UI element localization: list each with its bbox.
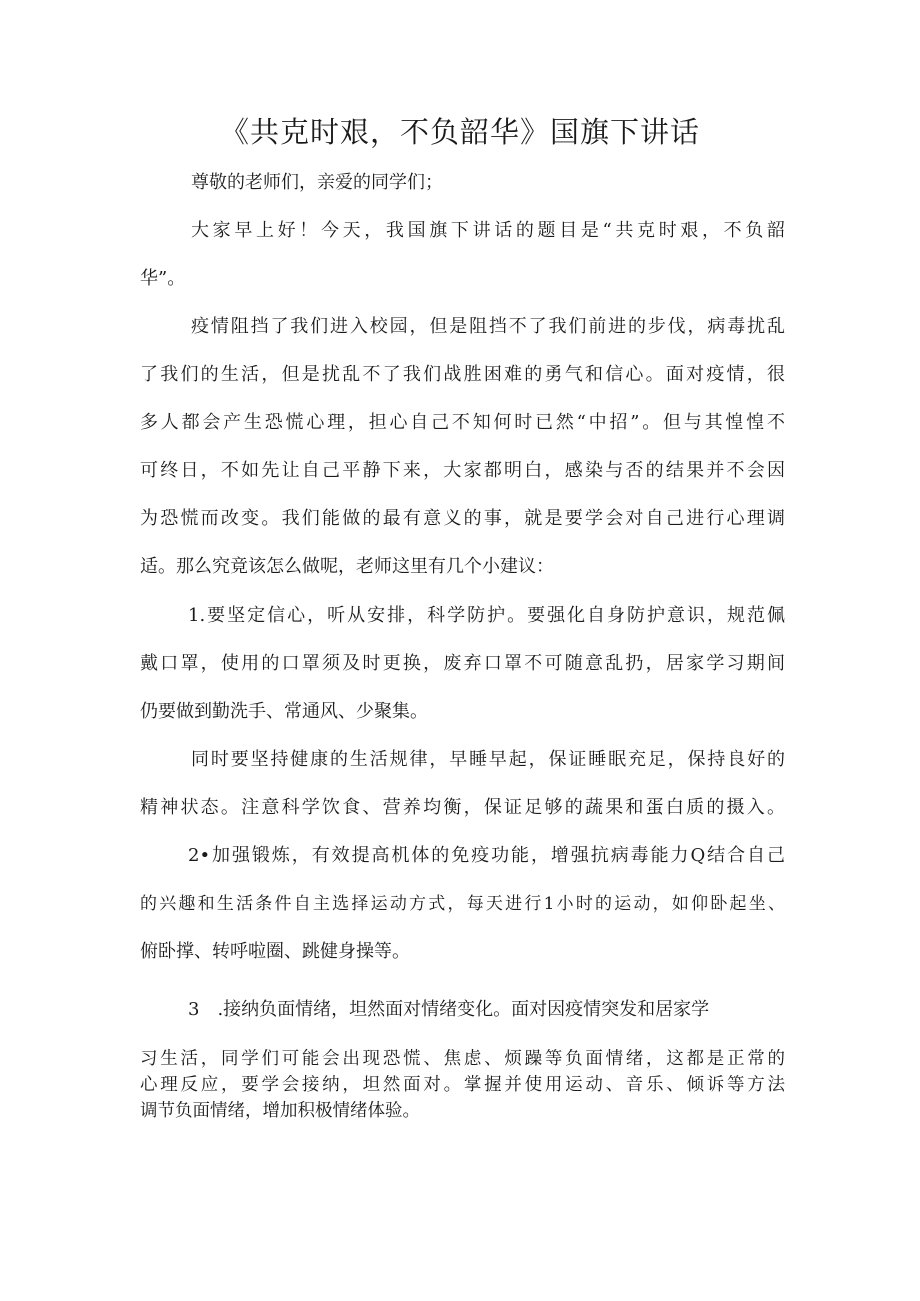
paragraph-line: 戴口罩，使用的口罩须及时更换，废弃口罩不可随意乱扔，居家学习期间 xyxy=(140,653,785,674)
paragraph-line: 调节负面情绪，增加积极情绪体验。 xyxy=(140,1101,420,1121)
document-title: 《共克时艰，不负韶华》国旗下讲话 xyxy=(219,115,700,149)
paragraph-line: 3 .接纳负面情绪，坦然面对情绪变化。面对因疫情突发和居家学 xyxy=(188,999,710,1020)
paragraph-line: 同时要坚持健康的生活规律，早睡早起，保证睡眠充足，保持良好的 xyxy=(191,749,785,770)
paragraph-line: 疫情阻挡了我们进入校园，但是阻挡不了我们前进的步伐，病毒扰乱 xyxy=(191,316,785,337)
paragraph-line: 心理反应，要学会接纳，坦然面对。掌握并使用运动、音乐、倾诉等方法 xyxy=(140,1075,785,1095)
paragraph-line: 为恐慌而改变。我们能做的最有意义的事，就是要学会对自己进行心理调 xyxy=(140,508,785,529)
paragraph-line: 了我们的生活，但是扰乱不了我们战胜困难的勇气和信心。面对疫情，很 xyxy=(140,364,785,385)
paragraph-line: 大家早上好！今天，我国旗下讲话的题目是“共克时艰，不负韶 xyxy=(191,220,785,241)
paragraph-line: 适。那么究竟该怎么做呢，老师这里有几个小建议： xyxy=(140,556,554,577)
paragraph-line: 的兴趣和生活条件自主选择运动方式，每天进行1小时的运动，如仰卧起坐、 xyxy=(140,894,785,914)
paragraph-line: 2•加强锻炼，有效提高机体的免疫功能，增强抗病毒能力Q结合自己 xyxy=(188,845,785,866)
paragraph-line: 习生活，同学们可能会出现恐慌、焦虑、烦躁等负面情绪，这都是正常的 xyxy=(140,1049,785,1069)
paragraph-line: 仍要做到勤洗手、常通风、少聚集。 xyxy=(140,701,428,722)
paragraph-line: 多人都会产生恐慌心理，担心自己不知何时已然“中招”。但与其惶惶不 xyxy=(140,412,785,433)
paragraph-line: 精神状态。注意科学饮食、营养均衡，保证足够的蔬果和蛋白质的摄入。 xyxy=(140,797,785,818)
paragraph-line: 1.要坚定信心，听从安排，科学防护。要强化自身防护意识，规范佩 xyxy=(188,605,785,626)
paragraph-line: 俯卧撑、转呼啦圈、跳健身操等。 xyxy=(140,941,410,962)
paragraph-line: 可终日，不如先让自己平静下来，大家都明白，感染与否的结果并不会因 xyxy=(140,460,785,481)
salutation-line: 尊敬的老师们，亲爱的同学们； xyxy=(191,172,443,193)
paragraph-line: 华”。 xyxy=(140,268,186,289)
